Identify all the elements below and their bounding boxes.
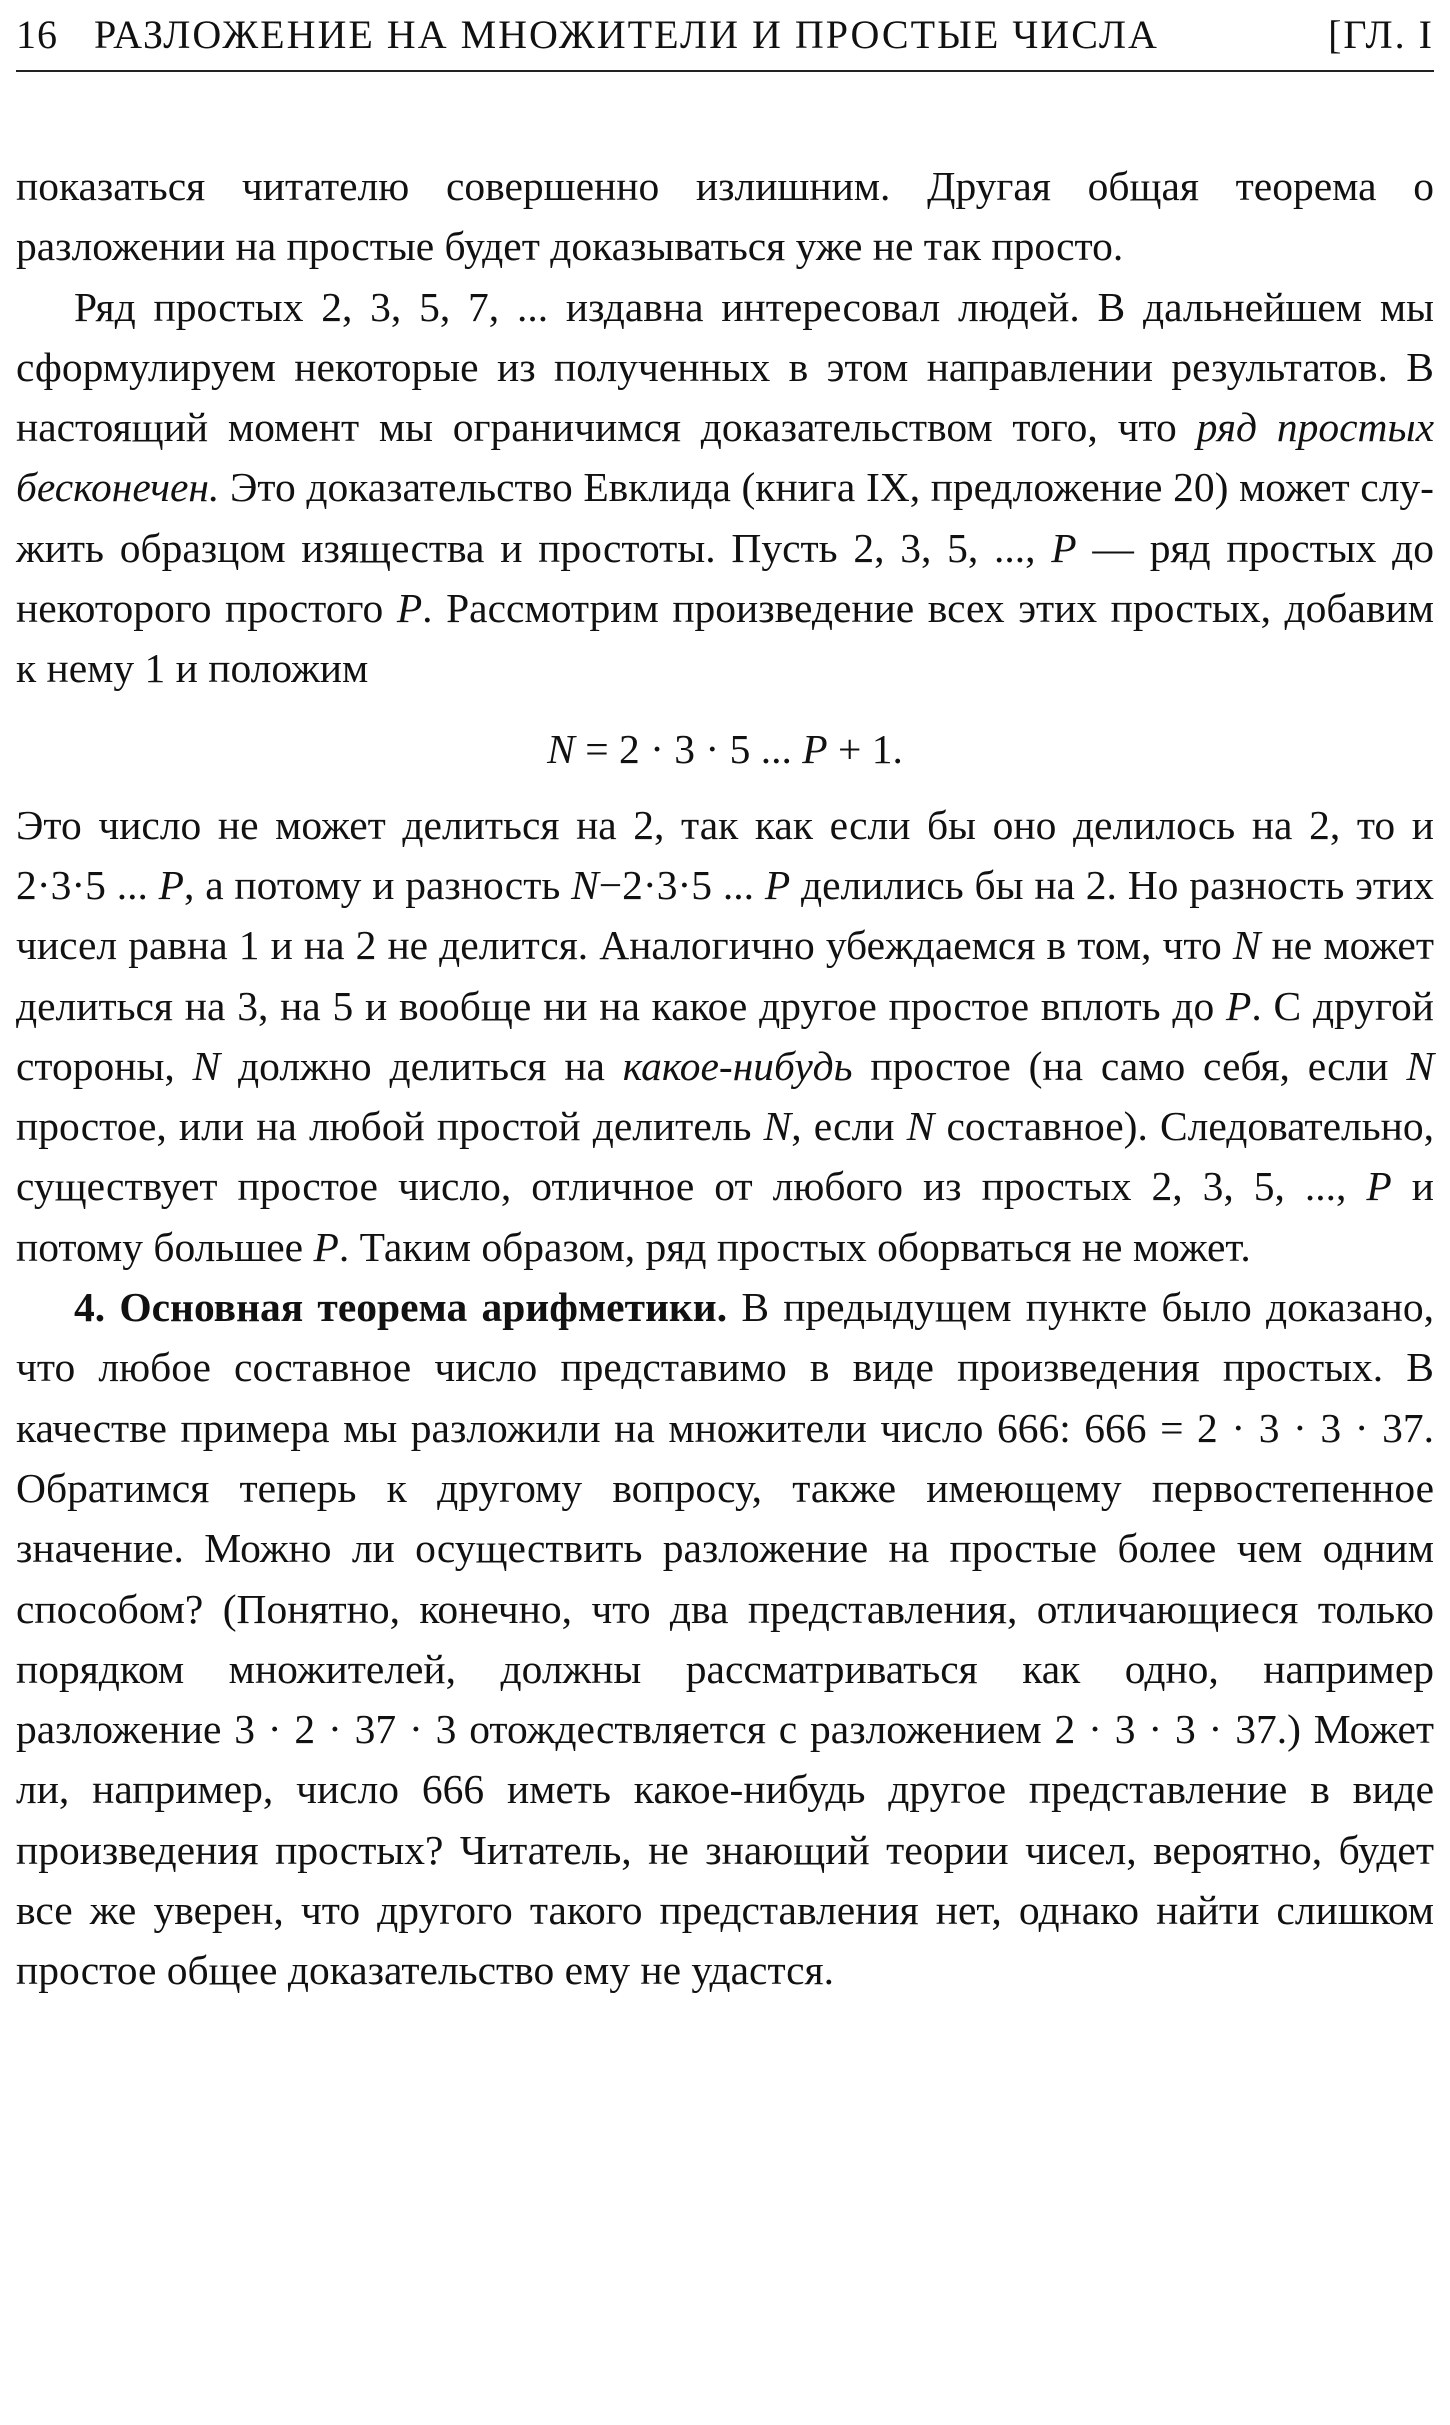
formula-text: + 1. xyxy=(827,725,903,772)
text-run: простое, или на любой простой делитель xyxy=(16,1103,764,1150)
math-variable: P xyxy=(1051,524,1077,571)
math-variable: N xyxy=(547,725,575,772)
chapter-label: [ГЛ. I xyxy=(1328,12,1434,57)
math-variable: N xyxy=(763,1103,792,1150)
section-heading: 4. Основная теорема арифметики. xyxy=(74,1284,728,1331)
paragraph-proof-continued xyxy=(16,795,1434,1277)
math-variable: N xyxy=(906,1103,935,1150)
text-run: , а потому и разность xyxy=(184,861,572,908)
math-variable: P xyxy=(764,861,791,908)
text-run: . Рассмотрим произведение всех этих простых, добавим к нему 1 и положим xyxy=(16,585,1435,692)
math-variable: P xyxy=(1226,982,1252,1029)
math-variable: N xyxy=(571,861,599,908)
text-run: составное). Следовательно, существует простое число, отличное от любого из простых 2, 3, 5, ..., xyxy=(16,1103,1435,1210)
text-run: Это число не может делиться на 2, так как если бы оно делилось на 2, то и 2·3·5 ... xyxy=(16,801,1434,908)
section-fundamental-theorem xyxy=(16,1277,1434,2001)
math-variable: N xyxy=(1406,1042,1434,1089)
text-run: . С другой стороны, xyxy=(16,982,1434,1089)
page-number: 16 xyxy=(16,12,58,57)
running-header xyxy=(16,0,1434,72)
math-variable: P xyxy=(1366,1163,1392,1210)
formula-text: = 2 · 3 · 5 ... xyxy=(574,725,803,772)
math-variable: N xyxy=(1232,922,1261,969)
math-variable: N xyxy=(192,1042,221,1089)
text-run: — ряд простых до некоторого простого xyxy=(16,524,1434,632)
math-variable: P xyxy=(802,725,828,772)
text-run: не может делиться на 3, на 5 и вообще ни на какое другое простое вплоть до xyxy=(16,922,1434,1029)
italic-statement: ряд простых бесконечен. xyxy=(16,404,1434,511)
math-variable: P xyxy=(158,861,184,908)
paragraph-continuation: показаться читателю совершенно излишним. Другая общая теорема о разложении на простые будет доказываться уже не так просто. xyxy=(16,163,1434,270)
text-run: должно делиться на xyxy=(220,1042,623,1089)
text-run: Это доказательство Евклида (книга IX, предложение 20) может служить образцом изящества и простоты. Пусть 2, 3, 5, ..., xyxy=(16,464,1434,571)
italic-emphasis: какое-нибудь xyxy=(622,1042,853,1089)
text-run: и потому большее xyxy=(16,1163,1434,1270)
text-run: простое (на само себя, если xyxy=(852,1042,1407,1089)
text-run: , если xyxy=(791,1103,907,1150)
book-page xyxy=(16,0,1434,2001)
text-run: . Таким образом, ряд простых оборваться не может. xyxy=(338,1223,1251,1270)
paragraph-euclid-proof xyxy=(16,277,1434,699)
page-body xyxy=(16,156,1434,2001)
math-variable: P xyxy=(313,1223,339,1270)
text-run: −2·3·5 ... xyxy=(598,861,765,908)
text-run: делились бы на 2. Но разность этих чисел равна 1 и на 2 не делится. Аналогично убеждаемся в том, что xyxy=(16,861,1434,969)
section-text: В предыдущем пункте было доказано, что любое составное число представимо в виде произведения простых. В качестве примера мы разложили на множители число 666: 666 = 2 · 3 · 3 · 37. Обратимся теперь к другому вопросу, также имеющему первостепенное значение. Можно ли осуществить разложение на простые более чем одним способом? (Понятно, конечно, что два представления, отличающиеся только порядком множителей, должны рассматриваться как одно, например разложение 3 · 2 · 37 · 3 отождествляется с разложением 2 · 3 · 3 · 37.) Может ли, например, число 666 иметь какое-нибудь другое представление в виде произведения простых? Читатель, не знающий теории чисел, вероятно, будет все же уверен, что другого такого представления нет, однако найти слишком простое общее доказательство ему не удастся. xyxy=(16,1284,1434,1994)
math-variable: P xyxy=(396,585,423,632)
display-formula xyxy=(16,719,1434,779)
running-title: РАЗЛОЖЕНИЕ НА МНОЖИТЕЛИ И ПРОСТЫЕ ЧИСЛА xyxy=(94,12,1159,57)
text-run: Ряд простых 2, 3, 5, 7, ... издавна интересовал людей. В дальнейшем мы сформулируем некоторые из полученных в этом направлении результатов. В настоящий момент мы ограничимся доказательством того, что xyxy=(16,283,1434,451)
